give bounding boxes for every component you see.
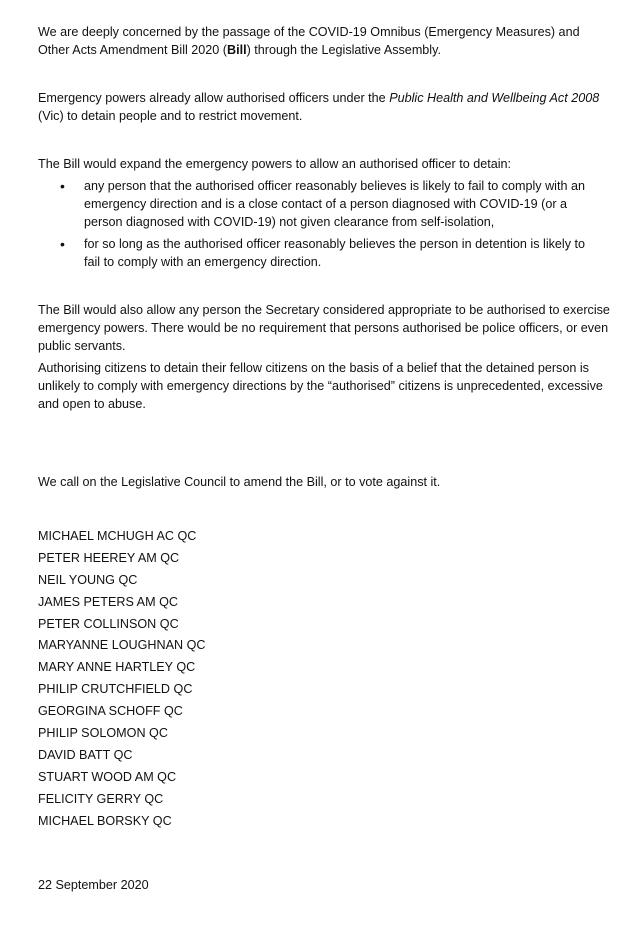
list-item: • for so long as the authorised officer reasonably believes the person in detention is likely to fail to comply with an emergency direction. xyxy=(38,235,603,271)
signatory-list xyxy=(38,527,205,833)
paragraph-unprecedented: Authorising citizens to detain their fellow citizens on the basis of a belief that the detained person is unlikely to comply with emergency directions by the “authorised” citizens is unprecedented, excessive and open to abuse. xyxy=(38,361,603,411)
list-item: • any person that the authorised officer reasonably believes is likely to fail to comply with an emergency direction and is a close contact of a person diagnosed with COVID-19 (or a person diagnosed with COVID-19) not given clearance from self-isolation, xyxy=(38,177,603,231)
paragraph-concern-text-start: We are deeply concerned by the passage of the COVID-19 Omnibus (Emergency Measures) and Other Acts Amendment Bill 2020 ( xyxy=(38,25,580,57)
signatory-name: PETER HEEREY AM QC xyxy=(38,550,180,565)
signatory-name: MICHAEL MCHUGH AC QC xyxy=(38,529,197,543)
signatory-name: MARY ANNE HARTLEY QC xyxy=(38,660,196,675)
signatory-name: STUART WOOD AM QC xyxy=(38,769,177,784)
signatory-name: MICHAEL BORSKY QC xyxy=(38,813,172,828)
document-date: 22 September 2020 xyxy=(38,878,149,892)
signatory-name: PHILIP SOLOMON QC xyxy=(38,726,168,741)
paragraph-concern xyxy=(38,23,610,59)
paragraph-existing-powers-text-end: (Vic) to detain people and to restrict movement. xyxy=(38,109,303,123)
paragraph-call-to-action: We call on the Legislative Council to amend the Bill, or to vote against it. xyxy=(38,475,441,489)
paragraph-concern-text-end: ) through the Legislative Assembly. xyxy=(246,43,441,57)
paragraph-existing-powers xyxy=(38,89,610,125)
signatory-name: GEORGINA SCHOFF QC xyxy=(38,704,183,719)
bill-abbreviation: Bill xyxy=(227,43,247,57)
signatory-name: MARYANNE LOUGHNAN QC xyxy=(38,638,206,653)
paragraph-existing-powers-text-start: Emergency powers already allow authorised officers under the xyxy=(38,91,390,105)
signatory-name: DAVID BATT QC xyxy=(38,747,133,762)
signatory-name: JAMES PETERS AM QC xyxy=(38,594,178,609)
signatory-name: PHILIP CRUTCHFIELD QC xyxy=(38,682,193,697)
paragraph-expansion: The Bill would expand the emergency powers to allow an authorised officer to detain: xyxy=(38,157,512,171)
paragraph-authorised-persons: The Bill would also allow any person the Secretary considered appropriate to be authorised to exercise emergency powers. There would be no requirement that persons authorised be police officers, or even public servants. xyxy=(38,303,610,353)
act-title: Public Health and Wellbeing Act 2008 xyxy=(389,91,600,105)
bullet-list xyxy=(38,177,603,271)
signatory-name: PETER COLLINSON QC xyxy=(38,616,179,631)
signatory-name: FELICITY GERRY QC xyxy=(38,791,164,806)
signatory-name: NEIL YOUNG QC xyxy=(38,572,138,587)
